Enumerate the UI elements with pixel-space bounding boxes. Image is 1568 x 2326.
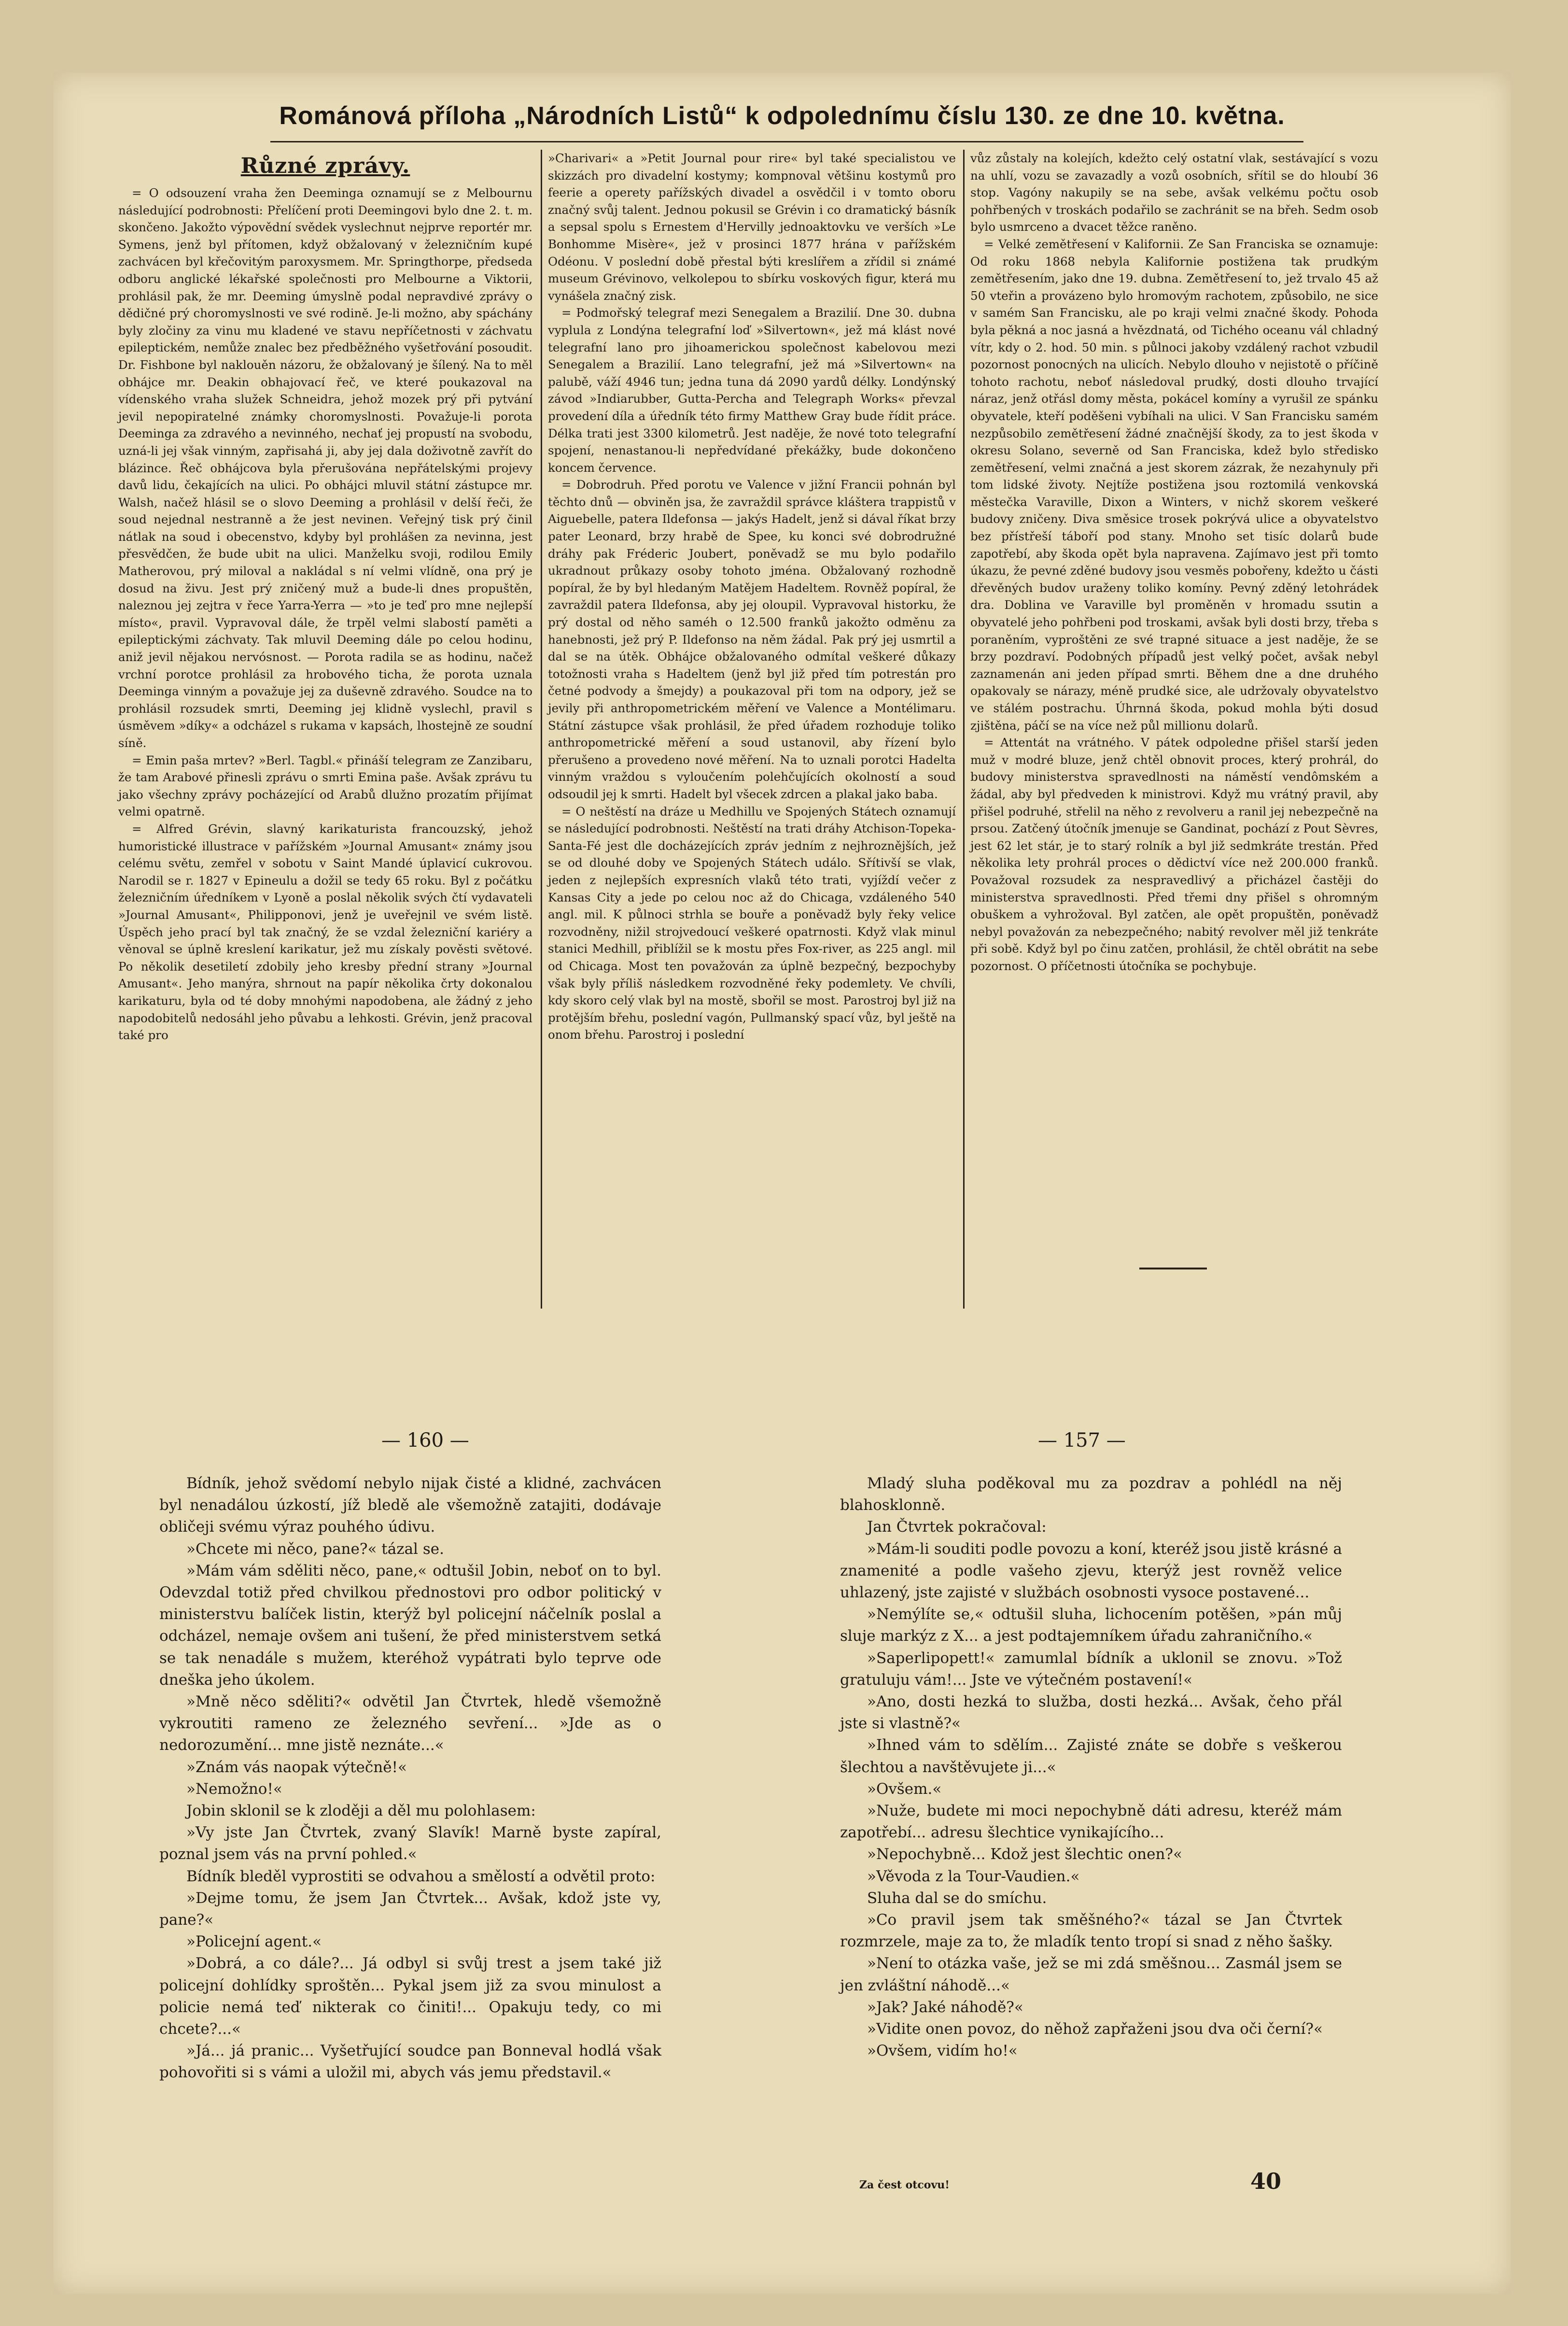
right-page-number: — 157 — <box>1038 1429 1126 1452</box>
news-item-grevin-cont: »Charivari« a »Petit Journal pour rire« byl také specialistou ve skizzách pro divadelní kostymy; kompnoval většinu kostymů pro feerie a operety pařížských divadel a osvědčil i v tomto oboru značný svůj talent. Jednou pokusil se Grévin i co dramatický básník a sepsal spolu s Ernestem d'Hervilly jednoaktovku ve verších »Le Bonhomme Misère«, jež v prosinci 1877 hrána v pařížském Odéonu. V poslední době přestal býti kreslířem a zřídil si známé museum Grévinovo, velkolepou to sbírku voskových figur, která mu vynášela značný zisk. <box>548 151 956 303</box>
novel-right-paragraph: »Nepochybně... Kdož jest šlechtic onen?« <box>867 1846 1182 1863</box>
novel-right-paragraph: Sluha dal se do smíchu. <box>867 1889 1047 1907</box>
novel-left-paragraph: »Vy jste Jan Čtvrtek, zvaný Slavík! Marně byste zapíral, poznal jsem vás na první pohled.« <box>159 1824 661 1863</box>
news-column-3 <box>970 150 1378 975</box>
novel-right-paragraph: »Vidite onen povoz, do něhož zapřaženi jsou dva oči černí?« <box>867 2020 1323 2038</box>
section-title: Různé zprávy. <box>240 154 410 178</box>
news-item-emin-pasa: = Emin paša mrtev? »Berl. Tagbl.« přináší telegram ze Zanzibaru, že tam Arabové přinesli zprávu o smrti Emina paše. Avšak zprávu tu jako všechny zprávy pocházející od Arabů dlužno prozatím přijímat velmi opatrně. <box>118 753 532 819</box>
news-item-telegraf: = Podmořský telegraf mezi Senegalem a Brazilií. Dne 30. dubna vyplula z Londýna telegrafní loď »Silvertown«, jež má klást nové telegrafní lano pro jihoamerickou společnost kabelovou mezi Senegalem a Brazilií. Lano telegrafní, jež má »Silvertown« na palubě, váží 4946 tun; jedna tuna dá 2090 yardů délky. Londýnský závod »Indiarubber, Gutta-Percha and Telegraph Works« převzal provedení díla a úředník této firmy Matthew Gray bude řídit práce. Délka trati jest 3300 kilometrů. Jest naděje, že nové toto telegrafní spojení, nenastanou-li nepředvídané překážky, bude dokončeno koncem července. <box>548 306 956 475</box>
novel-left-paragraph: »Znám vás naopak výtečně!« <box>186 1758 407 1776</box>
novel-right-paragraph: »Ovšem, vidím ho!« <box>867 2042 1018 2060</box>
novel-right-paragraph: »Ihned vám to sdělím... Zajisté znáte se dobře s veškerou šlechtou a navštěvujete ji...« <box>840 1736 1342 1776</box>
news-item-medhill: = O neštěstí na dráze u Medhillu ve Spojených Státech oznamují se následující podrobnosti. Neštěstí na trati dráhy Atchison-Topeka-Santa-Fé jest dle docházejících zpráv jedním z nejhroznějších, jež se od dlouhé doby ve Spojených Státech událo. Sřítivší se vlak, jeden z nejlepších expresních vlaků této trati, vyjíždí večer z Kansas City a jede po celou noc až do Chicaga, vzdáleného 540 angl. mil. K půlnoci strhla se bouře a poněvadž byly řeky velice rozvodněny, nižil strojvedoucí veškeré opatrnosti. Když vlak minul stanici Medhill, přiblížil se k mostu přes Fox-river, as 225 angl. mil od Chicaga. Most ten považován za úplně bezpečný, bezpochyby však byly příliš následkem rozvodněné řeky podemlety. Ve chvíli, kdy skoro celý vlak byl na mostě, sbořil se most. Parostroj byl již na protějším břehu, poslední vagón, Pullmanský spací vůz, byl ještě na onom břehu. Parostroj i poslední <box>548 804 956 1042</box>
news-item-grevin: = Alfred Grévin, slavný karikaturista francouzský, jehož humoristické illustrace v pařížském »Journal Amusant« známy jsou celému světu, zemřel v sobotu v Saint Mandé úplavicí cukrovou. Narodil se r. 1827 v Epineulu a dožil se tedy 65 roku. Byl z počátku železničním úředníkem v Lyoně a poslal několik svých čtí vydavateli »Journal Amusant«, Philipponovi, jenž je uveřejnil ve svém listě. Úspěch jeho prací byl tak značný, že se vzdal železniční kariéry a věnoval se úplně kreslení karikatur, jež mu získaly pověsti světové. Po několik desetiletí zdobily jeho kresby přední strany »Journal Amusant«. Jeho manýra, shrnout na papír několika črty dokonalou karikaturu, byla od té doby mnohými napodobena, ale žádný z jeho napodobitelů nedosáhl jeho půvabu a lehkosti. Grévin, jenž pracoval také pro <box>118 821 532 1043</box>
novel-left-paragraph: »Já... já pranic... Vyšetřující soudce pan Bonneval hodlá však pohovořiti si s vámi a uložil mi, abych vás jemu představil.« <box>159 2042 661 2082</box>
novel-right-paragraph: »Co pravil jsem tak směšného?« tázal se Jan Čtvrtek rozmrzele, maje za to, že mladík tento tropí si snad z něho šašky. <box>840 1911 1342 1951</box>
novel-right-paragraph: Jan Čtvrtek pokračoval: <box>867 1518 1047 1536</box>
news-item-medhill-cont: vůz zůstaly na kolejích, kdežto celý ostatní vlak, sestávající s vozu na uhlí, vozu se zavazadly a vozů osobních, sřítil se do hloubí 36 stop. Vagóny nakupily se na sebe, avšak velkému počtu osob pohřbených v troskách podařilo se zachránit se na břeh. Sedm osob bylo usmrceno a dvacet těžce raněno. <box>970 151 1378 234</box>
sheet-number: 40 <box>1250 2168 1282 2194</box>
novel-right-paragraph: »Saperlipopett!« zamumlal bídník a uklonil se znovu. »Tož gratuluju vám!... Jste ve výtečném postavení!« <box>840 1649 1342 1689</box>
footnote-signature: Za čest otcovu! <box>859 2179 950 2191</box>
news-item-kalifornie: = Velké zemětřesení v Kalifornii. Ze San Franciska se oznamuje: Od roku 1868 nebyla Kalifornie postižena tak prudkým zemětřesením, jako dne 19. dubna. Zemětřesení to, jež trvalo 45 až 50 vteřin a provázeno bylo hromovým rachotem, způsobilo, ne sice v samém San Francisku, ale po kraji velmi značné škody. Pohoda byla pěkná a noc jasná a hvězdnatá, od Tichého oceanu vál chladný vítr, kdy o 2. hod. 50 min. s půlnoci jakoby vzdálený rachot vzbudil pozornost ponocných na ulicích. Nebylo dlouho v nejistotě o příčině tohoto rachotu, neboť následoval prudký, dosti dlouho trvající náraz, jenž otřásl domy města, pokácel komíny a vyrušil ze spánku obyvatele, kteří poděšeni vybíhali na ulici. V San Francisku samém nezpůsobilo zemětřesení žádné značnější škody, za to jest škoda v okresu Solano, severně od San Franciska, kdež bylo středisko zemětřesení, velmi značná a jest skorem zázrak, že nezahynuly při tom lidské životy. Nejtíže postižena jsou roztomilá venkovská městečka Varaville, Dixon a Winters, v nichž skorem veškeré budovy zničeny. Diva směsice trosek pokrývá ulice a obyvatelstvo bez přístřeší táboří pod stany. Mnoho set tisíc dolarů bude zapotřebí, aby škoda opět byla napravena. Zajímavo jest při tomto úkazu, že pevné zděné budovy jsou vesměs pobořeny, kdežto u části dřevěných budov uraženy toliko komíny. Pevný zděný letohrádek dra. Doblina ve Varaville byl proměněn v hromadu ssutin a obyvatelé jeho pohřbeni pod troskami, avšak byli dosti brzy, třeba s poraněním, vyproštěni ze své trapné situace a jest naděje, že se brzy pozdraví. Podobných případů jest velký počet, avšak nebyl zaznamenán ani jeden případ smrti. Během dne a dne druhého opakovaly se nárazy, méně prudké sice, ale udržovaly obyvatelstvo ve stálém postrachu. Úhrnná škoda, pokud mohla býti dosud zjištěna, páčí se na více než půl millionu dolarů. <box>970 237 1378 733</box>
column-divider-1 <box>541 150 542 1309</box>
novel-right-paragraph: »Ano, dosti hezká to služba, dosti hezká... Avšak, čeho přál jste si vlastně?« <box>840 1693 1342 1733</box>
novel-left-paragraph: Bídník bleděl vyprostiti se odvahou a smělostí a odvětil proto: <box>186 1867 656 1885</box>
novel-right-paragraph: »Nemýlíte se,« odtušil sluha, lichocením potěšen, »pán můj sluje markýz z X... a jest podtajemníkem úřadu zahraničního.« <box>840 1606 1342 1645</box>
novel-left-paragraph: »Nemožno!« <box>186 1780 282 1798</box>
news-column-1 <box>118 150 532 1044</box>
supplement-banner: Románová příloha „Národních Listů“ k odpolednímu číslu 130. ze dne 10. května. <box>279 102 1285 130</box>
novel-left-paragraph: Bídník, jehož svědomí nebylo nijak čisté a klidné, zachvácen byl nenadálou úzkostí, jíž bledě ale všemožně zatajiti, dodávaje obličeji svému výraz pouhého údivu. <box>159 1475 661 1536</box>
novel-right-paragraph: »Mám-li souditi podle povozu a koní, kteréž jsou jistě krásné a znamenité a podle vašeho zjevu, kterýž jest rovněž velice uhlazený, jste zajisté v službách osobnosti vysoce postavené... <box>840 1540 1342 1602</box>
novel-right-page <box>840 1473 1342 2062</box>
novel-right-paragraph: »Jak? Jaké náhodě?« <box>867 1998 1023 2016</box>
left-page-number: — 160 — <box>381 1429 469 1452</box>
column-end-rule <box>1139 1268 1207 1269</box>
novel-left-paragraph: »Mám vám sděliti něco, pane,« odtušil Jobin, neboť on to byl. Odevzdal totiž před chvilkou přednostovi pro odbor politický v ministerstvu balíček listin, kterýž byl policejní náčelník poslal a odcházel, nemaje ovšem ani tušení, že před ministerstvem setká se tak nenadále s mužem, kteréhož vypátrati bylo teprve ode dneška jeho úkolem. <box>159 1562 661 1689</box>
novel-right-paragraph: »Není to otázka vaše, jež se mi zdá směšnou... Zasmál jsem se jen zvláštní náhodě...« <box>840 1955 1342 1994</box>
banner-underline <box>270 141 1303 142</box>
news-item-attentat: = Attentát na vrátného. V pátek odpoledne přišel starší jeden muž v modré bluze, jenž chtěl obnovit proces, který prohrál, do budovy ministerstva spravedlnosti na náměstí vendômském a žádal, aby byl předveden k ministrovi. Když mu vrátný pravil, aby přišel podruhé, střelil na něho z revolveru a ranil jej nebezpečně na prsou. Zatčený útočník jmenuje se Gandinat, pochází z Pout Sèvres, jest 62 let stár, je to starý rolník a byl již sedmkráte trestán. Před několika lety prohrál proces o dědictví více než 200.000 franků. Považoval rozsudek za nespravedlivý a přicházel častěji do ministerstva spravedlnosti. Před třemi dny přišel s ohromným obuškem a vyhrožoval. Byl zatčen, ale opět propuštěn, poněvadž nebyl považován za nebezpečného; nabitý revolver měl již tenkráte při sobě. Když byl po činu zatčen, prohlásil, že chtěl obrátit na sebe pozornost. O příčetnosti útočníka se pochybuje. <box>970 735 1378 973</box>
news-column-2 <box>548 150 956 1043</box>
novel-left-paragraph: »Policejní agent.« <box>186 1933 322 1951</box>
news-item-deeming: = O odsouzení vraha žen Deeminga oznamují se z Melbournu následující podrobnosti: Přelíčení proti Deemingovi bylo dne 2. t. m. skončeno. Jakožto výpovědní svědek vyslechnut nejprve reportér mr. Symens, jenž byl přítomen, když obžalovaný v železničním kupé zachvácen byl křečovitým paroxysmem. Mr. Springthorpe, předseda odboru anglické lékařské společnosti pro Melbourne a Viktorii, prohlásil pak, že mr. Deeming úmyslně podal nepravdivé zprávy o dědičné prý choromyslnosti ve své rodině. Je-li možno, aby spáchány byly zločiny za vinu mu kladené ve stavu nepříčetnosti v záchvatu epileptickém, nemůže znalec bez předběžného vyšetřování posoudit. Dr. Fishbone byl naklouěn názoru, že obžalovaný je šílený. Na to měl obhájce mr. Deakin obhajovací řeč, ve které poukazoval na vídenského vraha služek Schneidra, jehož mozek prý při pytvání jevil nepopiratelné známky choromyslnosti. Považuje-li porota Deeminga za zdravého a nevinného, nechať jej propustí na svobodu, uzná-li jej však vinným, zapřisahá ji, aby jej dala doživotně zavřít do blázince. Řeč obhájcova byla přerušována nepřátelskými projevy davů lidu, čekajících na ulici. Po obhájci mluvil státní zástupce mr. Walsh, načež hlásil se o slovo Deeming a prohlásil v delší řeči, že soud nejednal nestranně a že jest nevinen. Veřejný tisk prý činil nátlak na soud i obecenstvo, kdyby byl prohlášen za nevinna, jest přesvědčen, že bude ubit na ulici. Manželku svoji, rodilou Emily Matherovou, prý miloval a nakládal s ní velmi vlídně, ona prý je dosud na živu. Jest prý zničený muž a bude-li dnes propuštěn, naleznou jej zejtra v řece Yarra-Yerra — »to je teď pro mne nejlepší místo«, pravil. Vypravoval dále, že trpěl velmi slabostí paměti a epileptickými záchvaty. Tak mluvil Deeming dále po celou hodinu, aniž jevil nějakou nervósnost. — Porota radila se as hodinu, načež vrchní porotce prohlásil za hrobového ticha, že porota uznala Deeminga vinným a považuje jej za duševně zdravého. Soudce na to prohlásil rozsudek smrti, Deeming jej klidně vyslechl, pravil s úsměvem »díky« a odcházel s rukama v kapsách, lhostejně ze soudní síně. <box>118 186 532 750</box>
novel-left-paragraph: »Dobrá, a co dále?... Já odbyl si svůj trest a jsem také již policejní dohlídky sproštěn... Pykal jsem již za svou minulost a policie nemá teď nikterak co činiti!... Opakuju tedy, co mi chcete?...« <box>159 1955 661 2038</box>
novel-left-paragraph: »Chcete mi něco, pane?« tázal se. <box>186 1540 444 1558</box>
column-divider-2 <box>963 150 965 1309</box>
novel-right-paragraph: »Nuže, budete mi moci nepochybně dáti adresu, kteréž mám zapotřebí... adresu šlechtice vynikajícího... <box>840 1802 1342 1842</box>
novel-left-page <box>159 1473 661 2084</box>
novel-left-paragraph: Jobin sklonil se k zloději a děl mu polohlasem: <box>186 1802 536 1820</box>
news-item-dobrodruh: = Dobrodruh. Před porotu ve Valence v jižní Francii pohnán byl těchto dnů — obviněn jsa, že zavraždil správce kláštera trappistů v Aiguebelle, patera Ildefonsa — jakýs Hadelt, jenž si dával říkat brzy pater Leonard, brzy hrabě de Spee, ku konci své dobrodružné dráhy pak Fréderic Joubert, poněvadž se mu bylo podařilo ukradnout průkazy osoby tohoto jména. Obžalovaný rozhodně popíral, že by byl hledaným Matějem Hadeltem. Rovněž popíral, že zavraždil patera Ildefonsa, aby jej oloupil. Vypravoval historku, že prý dostal od něho saméh o 12.500 franků jakožto odměnu za hanebnosti, jež prý P. Ildefonso na něm žádal. Pak prý jej usmrtil a dal se na útěk. Obhájce obžalovaného odmítal veškeré důkazy totožnosti vraha s Hadeltem (jenž byl již před tím potrestán pro četné podvody a šmejdy) a poukazoval při tom na odpory, jež se jevily při anthropometrickém měření ve Valence a Montélimaru. Státní zástupce však prohlásil, že před úřadem rozhoduje toliko anthropometrické měření a soud ustanovil, aby řízení bylo přerušeno a provedeno nové měření. Na to uznali porotci Hadelta vinným vraždou s vyloučením polehčujících okolností a soud odsoudil jej k smrti. Hadelt byl všecek zdrcen a plakal jako baba. <box>548 478 956 801</box>
novel-right-paragraph: Mladý sluha poděkoval mu za pozdrav a pohlédl na něj blahosklonně. <box>840 1475 1342 1514</box>
novel-left-paragraph: »Mně něco sděliti?« odvětil Jan Čtvrtek, hledě všemožně vykroutiti rameno ze železného sevření... »Jde as o nedorozumění... mne jistě neznáte...« <box>159 1693 661 1754</box>
novel-left-paragraph: »Dejme tomu, že jsem Jan Čtvrtek... Avšak, kdož jste vy, pane?« <box>159 1889 661 1929</box>
novel-right-paragraph: »Ovšem.« <box>867 1780 942 1798</box>
novel-right-paragraph: »Věvoda z la Tour-Vaudien.« <box>867 1867 1080 1885</box>
